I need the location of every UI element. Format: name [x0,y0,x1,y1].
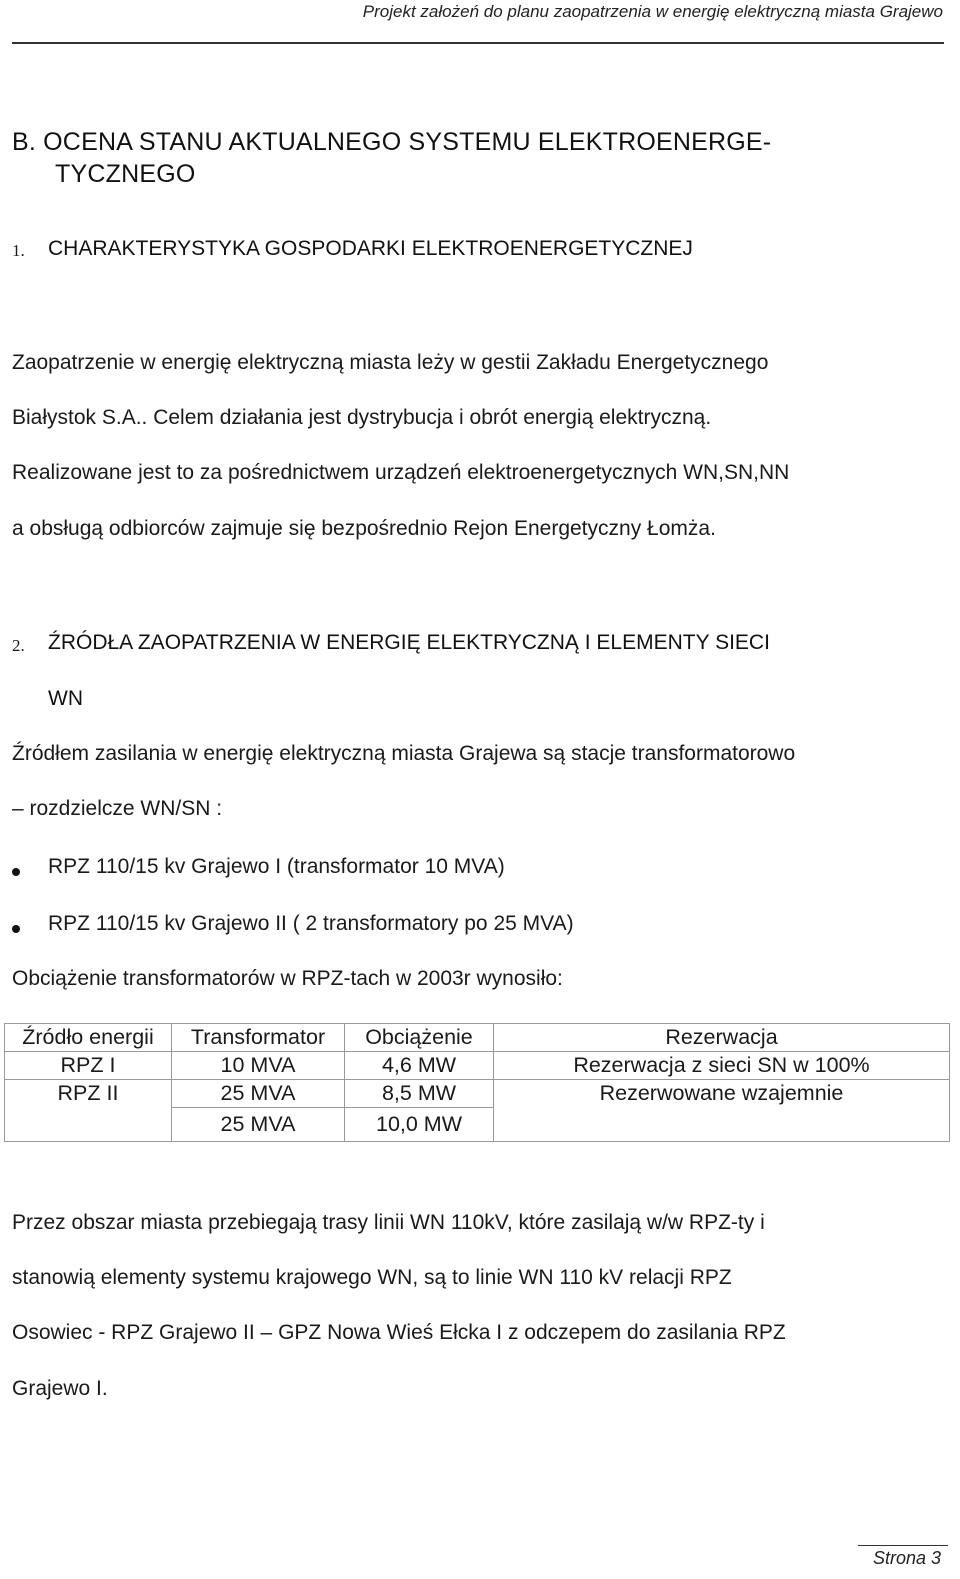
bullet-item: RPZ 110/15 kv Grajewo I (transformator 10 MVA) [48,855,505,878]
footer-divider [858,1545,948,1546]
table-header-cell: Obciążenie [345,1024,494,1052]
load-table [4,1023,950,1142]
table-cell: RPZ II [5,1080,172,1142]
chapter-1-line: Białystok S.A.. Celem działania jest dystrybucja i obrót energią elektryczną. [12,406,712,429]
bullet-item: RPZ 110/15 kv Grajewo II ( 2 transformatory po 25 MVA) [48,912,574,935]
chapter-1-line: a obsługą odbiorców zajmuje się bezpośrednio Rejon Energetyczny Łomża. [12,517,716,540]
table-row [5,1052,950,1080]
table-row [5,1080,950,1108]
table-header-cell: Rezerwacja [494,1024,950,1052]
chapter-1-line: Realizowane jest to za pośrednictwem urządzeń elektroenergetycznych WN,SN,NN [12,461,790,484]
chapter-2-title-line-2: WN [48,687,83,710]
table-cell: 10,0 MW [345,1108,494,1142]
chapter-2-title-line-1: ŹRÓDŁA ZAOPATRZENIA W ENERGIĘ ELEKTRYCZNĄ I ELEMENTY SIECI [48,631,770,654]
table-header-cell: Transformator [172,1024,345,1052]
chapter-1-title: CHARAKTERYSTYKA GOSPODARKI ELEKTROENERGETYCZNEJ [48,237,693,260]
table-header-cell: Źródło energii [5,1024,172,1052]
table-cell: 25 MVA [172,1080,345,1108]
table-cell: 4,6 MW [345,1052,494,1080]
page-number: Strona 3 [872,1548,941,1568]
closing-line: Osowiec - RPZ Grajewo II – GPZ Nowa Wieś Ełcka I z odczepem do zasilania RPZ [12,1321,786,1344]
load-intro: Obciążenie transformatorów w RPZ-tach w 2003r wynosiło: [12,967,563,990]
section-title-line-2: TYCZNEGO [55,160,196,188]
table-cell: 10 MVA [172,1052,345,1080]
table-cell: Rezerwacja z sieci SN w 100% [494,1052,950,1080]
bullet-dot [12,868,20,876]
intro-line-1: Źródłem zasilania w energię elektryczną miasta Grajewa są stacje transformatorowo [12,742,796,765]
chapter-1-number: 1. [12,241,25,260]
header-divider [12,42,944,44]
table-cell: RPZ I [5,1052,172,1080]
page-header: Projekt założeń do planu zaopatrzenia w energię elektryczną miasta Grajewo [362,2,943,21]
bullet-dot [12,925,20,933]
chapter-1-line: Zaopatrzenie w energię elektryczną miasta leży w gestii Zakładu Energetycznego [12,351,769,374]
table-cell: 25 MVA [172,1108,345,1142]
closing-line: Grajewo I. [12,1377,108,1400]
chapter-2-number: 2. [12,636,25,655]
intro-line-2: – rozdzielcze WN/SN : [12,797,223,820]
table-cell: Rezerwowane wzajemnie [494,1080,950,1142]
closing-line: Przez obszar miasta przebiegają trasy linii WN 110kV, które zasilają w/w RPZ-ty i [12,1211,765,1234]
section-title-line-1: B. OCENA STANU AKTUALNEGO SYSTEMU ELEKTROENERGE- [12,128,772,156]
closing-line: stanowią elementy systemu krajowego WN, są to linie WN 110 kV relacji RPZ [12,1266,732,1289]
table-cell: 8,5 MW [345,1080,494,1108]
table-header-row [5,1024,950,1052]
